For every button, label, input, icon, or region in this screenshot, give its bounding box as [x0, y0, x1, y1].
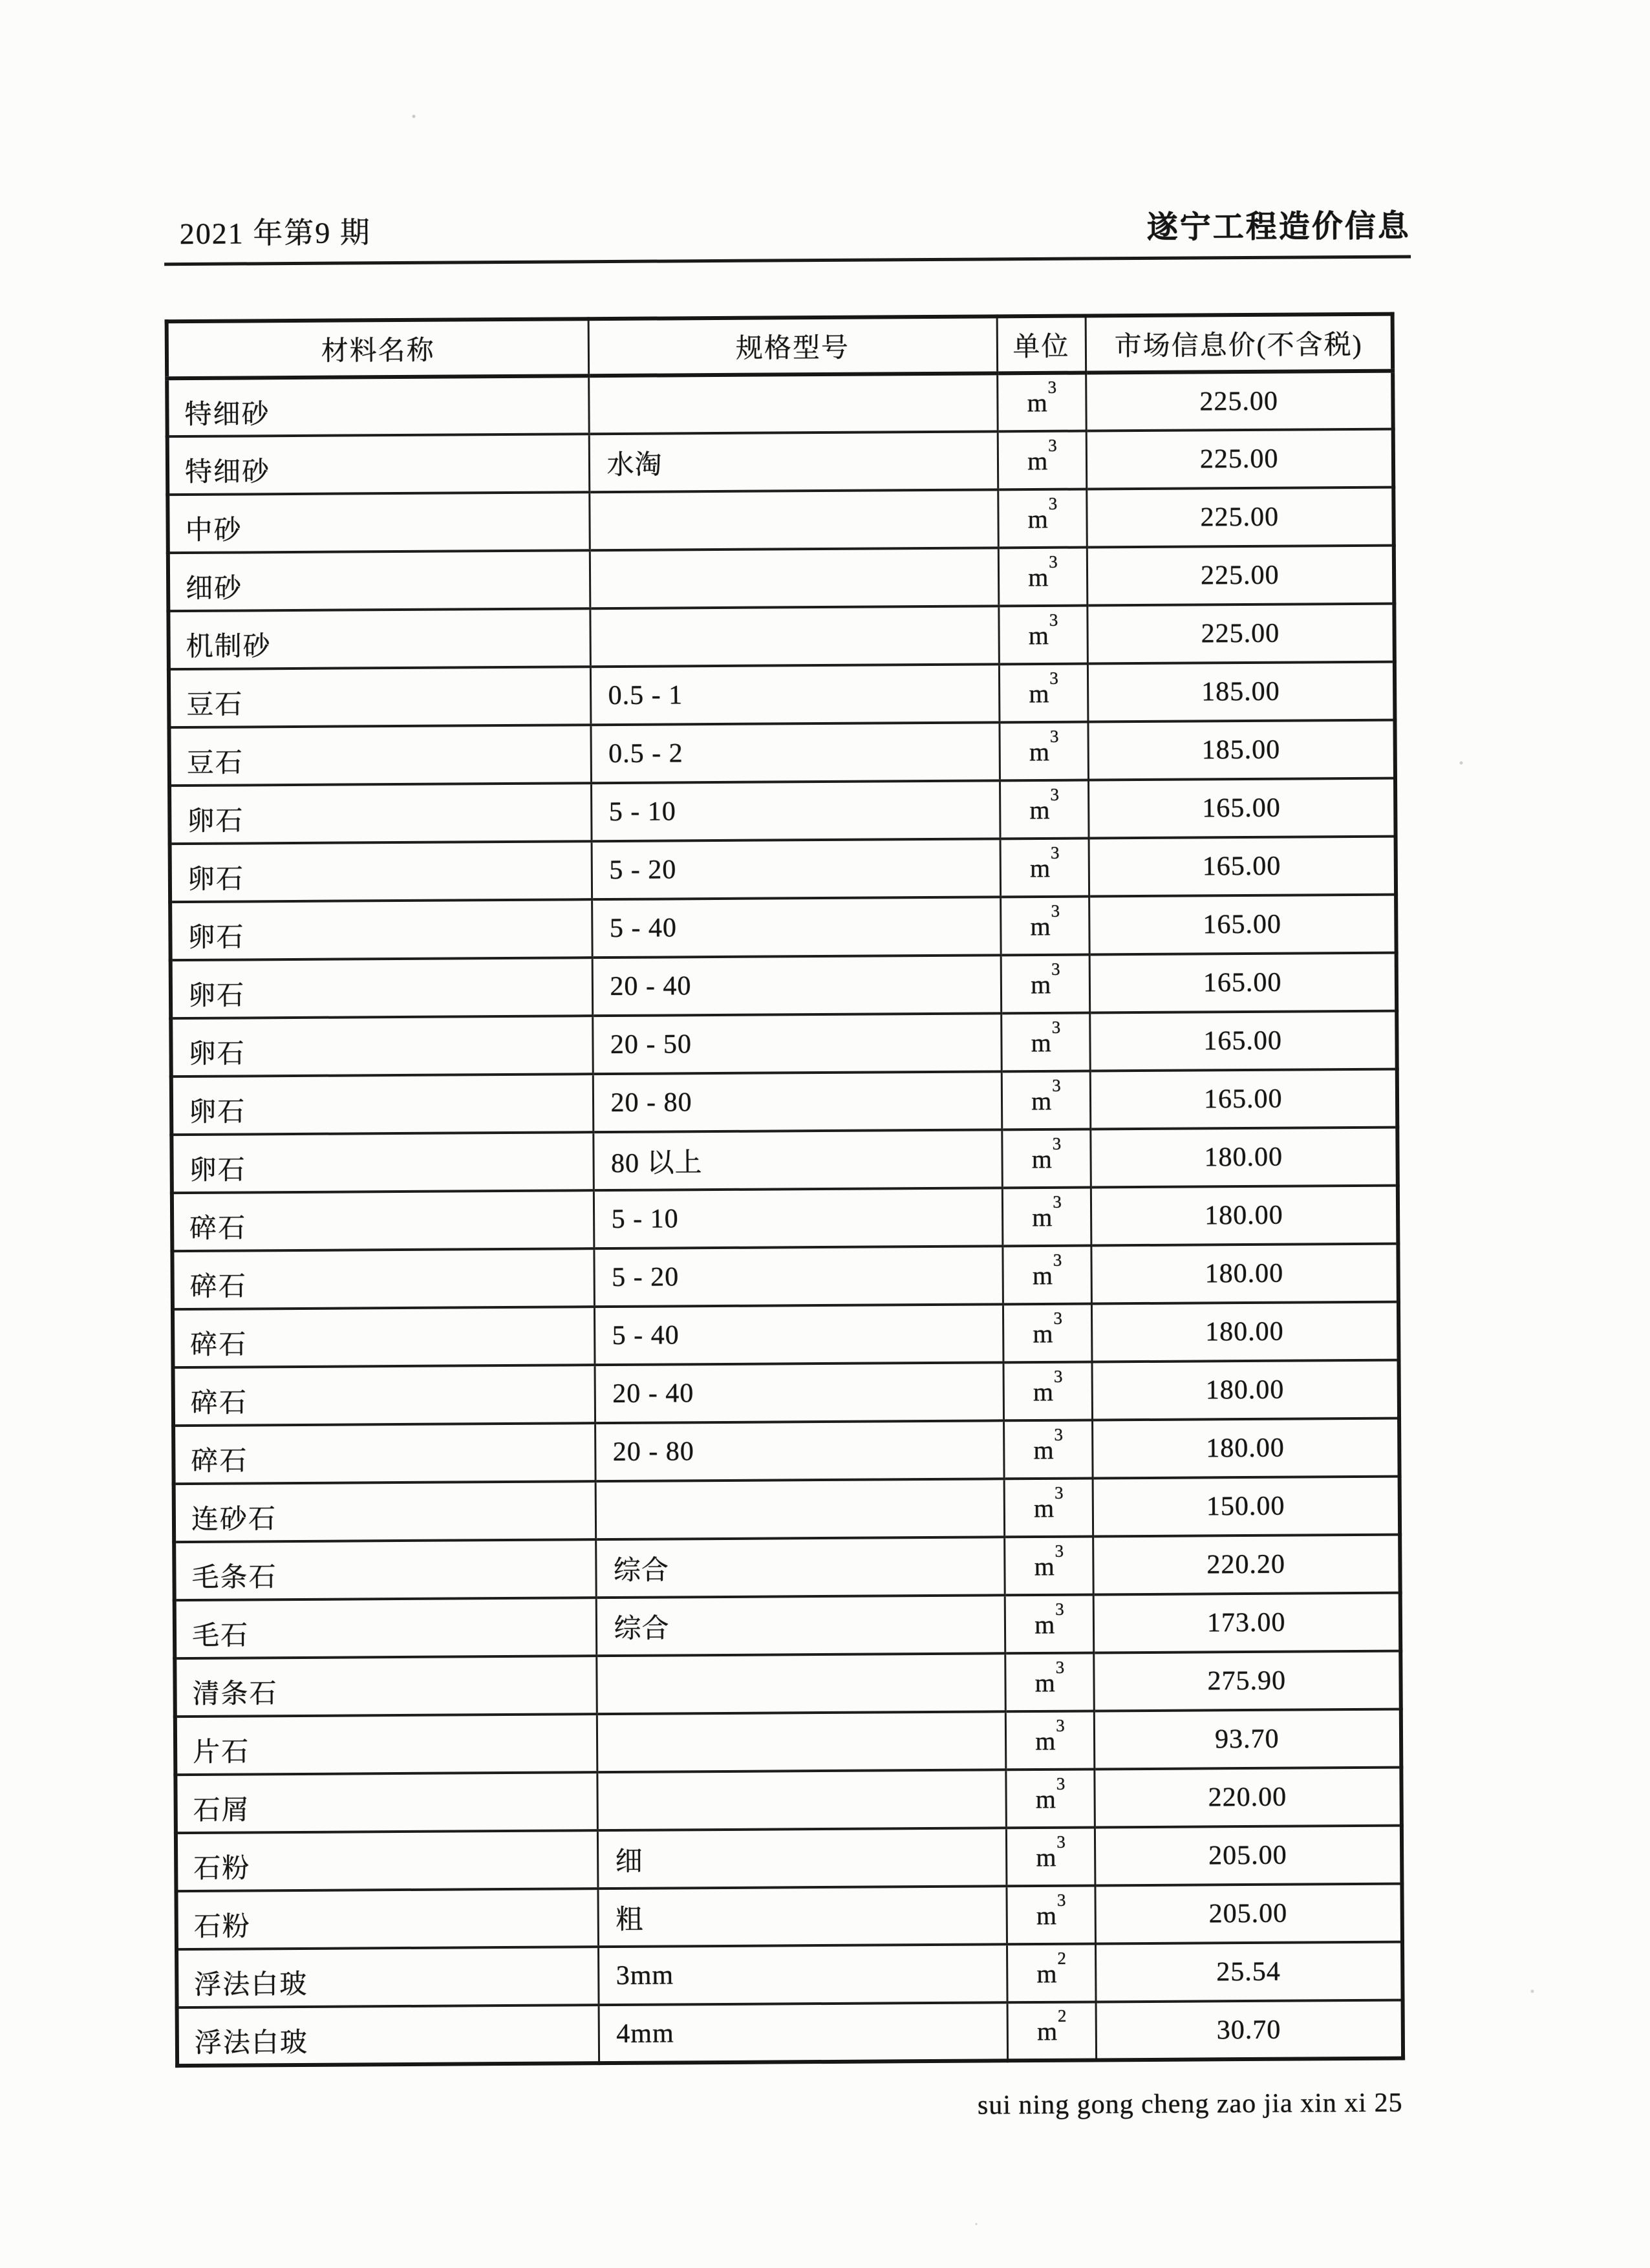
material-name-cell: 卵石 [171, 1074, 594, 1135]
table-row [167, 487, 1394, 553]
table-row [175, 1593, 1401, 1659]
unit-base: m [1030, 912, 1051, 941]
unit-cell [1000, 839, 1089, 897]
header-rule [164, 255, 1411, 266]
unit-exponent: 2 [1057, 2006, 1067, 2026]
col-header-market-price: 市场信息价(不含税) [1086, 314, 1393, 373]
unit-cell [1002, 1245, 1091, 1304]
unit-base: m [1028, 621, 1049, 650]
specification-cell [588, 373, 998, 434]
unit-cell [1006, 1827, 1095, 1886]
table-row [170, 837, 1397, 903]
table-row [176, 1884, 1402, 1950]
table-row [169, 778, 1396, 844]
unit-exponent: 3 [1056, 1832, 1066, 1852]
specification-cell: 20 - 40 [595, 1362, 1004, 1423]
table-row [172, 1244, 1398, 1310]
price-cell: 225.00 [1087, 546, 1395, 606]
page-header [180, 200, 1411, 253]
price-cell: 180.00 [1090, 1128, 1398, 1188]
table-row [173, 1418, 1400, 1484]
table-row [175, 1709, 1402, 1775]
specification-cell: 水淘 [589, 431, 998, 492]
table-row [177, 2000, 1404, 2066]
unit-cell [1001, 1012, 1090, 1071]
table-row [175, 1768, 1402, 1834]
unit-base: m [1035, 1784, 1056, 1814]
specification-cell: 5 - 40 [592, 897, 1001, 957]
unit-exponent: 3 [1052, 1133, 1062, 1153]
unit-base: m [1032, 1261, 1053, 1290]
specification-cell: 5 - 20 [594, 1246, 1003, 1307]
table-row [174, 1477, 1400, 1543]
unit-cell [998, 431, 1087, 490]
unit-base: m [1036, 2017, 1058, 2046]
material-name-cell: 特细砂 [167, 376, 589, 436]
col-header-specification: 规格型号 [588, 316, 998, 376]
material-name-cell: 豆石 [169, 667, 591, 727]
price-cell: 165.00 [1088, 778, 1396, 839]
specification-cell: 5 - 20 [592, 839, 1001, 899]
table-row [171, 1128, 1398, 1193]
unit-exponent: 3 [1049, 551, 1058, 572]
specification-cell: 80 以上 [593, 1129, 1002, 1190]
specification-cell: 细 [597, 1828, 1007, 1888]
unit-base: m [1036, 1958, 1057, 1989]
unit-exponent: 3 [1051, 1017, 1061, 1037]
unit-exponent: 3 [1047, 378, 1057, 398]
table-row [170, 895, 1397, 961]
unit-exponent: 3 [1052, 1075, 1061, 1095]
price-cell: 180.00 [1091, 1244, 1398, 1304]
price-cell: 30.70 [1096, 2000, 1404, 2060]
price-cell: 25.54 [1095, 1942, 1403, 2002]
unit-exponent: 3 [1056, 1715, 1065, 1735]
unit-exponent: 3 [1053, 1308, 1062, 1328]
price-cell: 180.00 [1092, 1418, 1400, 1479]
unit-base: m [1034, 1667, 1055, 1698]
specification-cell: 20 - 80 [593, 1071, 1002, 1132]
unit-cell [998, 548, 1088, 606]
unit-cell [1001, 954, 1090, 1013]
unit-cell [998, 606, 1088, 665]
unit-exponent: 3 [1048, 493, 1058, 513]
header-row [167, 314, 1393, 379]
material-name-cell: 中砂 [167, 492, 590, 553]
unit-cell [1005, 1594, 1094, 1653]
unit-cell [997, 373, 1086, 432]
price-cell: 165.00 [1089, 837, 1397, 897]
unit-cell [1004, 1478, 1093, 1537]
specification-cell [597, 1770, 1006, 1830]
unit-exponent: 3 [1053, 1366, 1063, 1386]
material-name-cell: 卵石 [170, 899, 592, 960]
unit-cell [1000, 897, 1089, 956]
unit-exponent: 3 [1056, 1773, 1066, 1793]
price-cell: 220.20 [1093, 1535, 1400, 1595]
price-cell: 173.00 [1093, 1593, 1401, 1653]
unit-cell [1002, 1187, 1091, 1246]
unit-exponent: 3 [1048, 435, 1057, 455]
unit-base: m [1027, 388, 1047, 418]
specification-cell [589, 489, 998, 550]
unit-base: m [1028, 562, 1049, 592]
specification-cell: 0.5 - 2 [590, 722, 1000, 783]
material-name-cell: 浮法白玻 [177, 1947, 599, 2007]
material-name-cell: 毛条石 [174, 1539, 596, 1600]
unit-cell [1002, 1129, 1091, 1188]
unit-base: m [1029, 853, 1051, 883]
table-row [167, 429, 1394, 495]
unit-cell [1005, 1769, 1095, 1828]
specification-cell [590, 606, 999, 667]
specification-cell: 0.5 - 1 [590, 664, 1000, 725]
unit-base: m [1033, 1435, 1054, 1465]
table-row [172, 1186, 1398, 1252]
material-price-table [165, 312, 1405, 2068]
specification-cell: 综合 [595, 1537, 1005, 1598]
price-cell: 225.00 [1086, 429, 1394, 489]
unit-base: m [1029, 795, 1050, 825]
table-body [167, 371, 1403, 2066]
table-row [168, 604, 1395, 670]
unit-cell [1005, 1711, 1095, 1770]
material-name-cell: 石粉 [176, 1830, 598, 1891]
unit-base: m [1027, 504, 1048, 534]
material-name-cell: 浮法白玻 [177, 2005, 599, 2066]
table-row [168, 546, 1395, 612]
unit-exponent: 3 [1053, 1250, 1062, 1270]
specification-cell [590, 548, 999, 608]
material-name-cell: 清条石 [175, 1656, 597, 1717]
unit-cell [1004, 1536, 1093, 1595]
material-name-cell: 毛石 [175, 1598, 597, 1658]
col-header-material-name: 材料名称 [167, 319, 589, 378]
unit-exponent: 3 [1053, 1192, 1062, 1212]
material-name-cell: 碎石 [172, 1248, 594, 1309]
unit-base: m [1031, 1144, 1053, 1174]
unit-base: m [1033, 1319, 1053, 1349]
material-name-cell: 卵石 [170, 841, 592, 902]
unit-base: m [1032, 1203, 1053, 1232]
material-name-cell: 卵石 [171, 1016, 593, 1076]
table-row [173, 1360, 1400, 1426]
publication-title: 遂宁工程造价信息 [1146, 209, 1411, 245]
material-name-cell: 特细砂 [167, 434, 590, 495]
unit-cell [1000, 780, 1089, 839]
specification-cell: 5 - 40 [594, 1304, 1003, 1365]
price-cell: 165.00 [1089, 895, 1397, 955]
price-cell: 225.00 [1087, 604, 1395, 664]
unit-base: m [1027, 446, 1048, 476]
price-cell: 165.00 [1089, 953, 1397, 1013]
table-row [173, 1302, 1399, 1368]
specification-cell: 5 - 10 [591, 780, 1000, 841]
unit-exponent: 3 [1051, 901, 1060, 921]
specification-cell: 4mm [599, 2002, 1008, 2063]
material-name-cell: 机制砂 [168, 608, 590, 669]
specification-cell: 20 - 80 [595, 1420, 1004, 1481]
unit-cell [1003, 1303, 1092, 1362]
unit-cell [1002, 1071, 1091, 1129]
unit-base: m [1030, 970, 1051, 1000]
specification-cell [596, 1653, 1005, 1714]
table-row [171, 1011, 1397, 1077]
specification-cell: 20 - 50 [592, 1013, 1002, 1074]
unit-base: m [1031, 1028, 1051, 1058]
unit-exponent: 3 [1050, 784, 1060, 804]
page-footer-pinyin-and-number: sui ning gong cheng zao jia xin xi 25 [977, 2088, 1403, 2121]
unit-base: m [1033, 1493, 1055, 1523]
unit-base: m [1035, 1726, 1056, 1756]
price-cell: 180.00 [1091, 1360, 1399, 1420]
price-cell: 93.70 [1094, 1709, 1402, 1770]
unit-exponent: 3 [1049, 668, 1058, 688]
price-cell: 165.00 [1089, 1011, 1397, 1071]
material-name-cell: 卵石 [169, 783, 592, 844]
table-row [167, 371, 1393, 437]
price-cell: 220.00 [1094, 1768, 1402, 1828]
unit-exponent: 3 [1054, 1424, 1064, 1444]
specification-cell: 3mm [598, 1944, 1007, 2005]
material-name-cell: 卵石 [171, 957, 593, 1018]
table-row [169, 720, 1395, 786]
price-cell: 150.00 [1093, 1477, 1400, 1537]
material-name-cell: 碎石 [173, 1423, 595, 1484]
unit-exponent: 3 [1049, 726, 1059, 746]
price-cell: 275.90 [1093, 1651, 1401, 1711]
unit-exponent: 3 [1055, 1657, 1065, 1677]
table-row [177, 1942, 1403, 2008]
unit-base: m [1029, 737, 1050, 767]
unit-cell [999, 664, 1088, 723]
material-name-cell: 石屑 [175, 1772, 597, 1833]
material-name-cell: 豆石 [169, 725, 591, 786]
material-name-cell: 碎石 [173, 1365, 595, 1426]
price-cell: 185.00 [1088, 662, 1395, 722]
material-name-cell: 石粉 [176, 1888, 598, 1949]
table-header [167, 314, 1393, 379]
table-row [175, 1651, 1401, 1717]
unit-cell [1006, 1885, 1095, 1944]
material-name-cell: 细砂 [168, 550, 590, 611]
unit-exponent: 3 [1049, 610, 1058, 630]
price-cell: 180.00 [1091, 1186, 1398, 1246]
unit-base: m [1036, 1842, 1056, 1872]
unit-base: m [1036, 1900, 1057, 1931]
col-header-unit: 单位 [997, 316, 1086, 374]
price-cell: 225.00 [1086, 371, 1393, 431]
price-cell: 180.00 [1091, 1302, 1399, 1362]
unit-cell [998, 489, 1087, 548]
material-name-cell: 片石 [175, 1714, 597, 1775]
price-cell: 165.00 [1090, 1069, 1398, 1129]
specification-cell [595, 1479, 1005, 1539]
issue-label: 2021 年第9 期 [179, 216, 371, 251]
unit-cell [1003, 1420, 1093, 1479]
unit-cell [1005, 1653, 1094, 1711]
unit-cell [999, 722, 1088, 781]
unit-base: m [1034, 1552, 1055, 1581]
unit-cell [1007, 2002, 1097, 2060]
price-cell: 185.00 [1088, 720, 1395, 780]
table-row [171, 953, 1397, 1019]
unit-cell [1007, 1943, 1096, 2002]
unit-exponent: 3 [1051, 959, 1060, 979]
table-row [176, 1826, 1402, 1892]
table-row [174, 1535, 1400, 1601]
table-row [169, 662, 1395, 728]
unit-exponent: 3 [1055, 1541, 1064, 1561]
specification-cell: 粗 [597, 1886, 1007, 1947]
specification-cell: 综合 [596, 1595, 1005, 1656]
material-name-cell: 碎石 [172, 1190, 594, 1251]
specification-cell [597, 1711, 1006, 1772]
unit-exponent: 3 [1055, 1599, 1064, 1619]
unit-base: m [1031, 1086, 1052, 1116]
price-cell: 205.00 [1095, 1826, 1402, 1886]
material-name-cell: 碎石 [173, 1307, 595, 1367]
unit-cell [1003, 1362, 1092, 1420]
unit-base: m [1029, 679, 1049, 709]
price-cell: 225.00 [1086, 487, 1394, 548]
specification-cell: 5 - 10 [594, 1188, 1003, 1248]
unit-base: m [1034, 1610, 1055, 1640]
unit-exponent: 3 [1054, 1482, 1064, 1503]
specification-cell: 20 - 40 [592, 955, 1002, 1016]
material-name-cell: 卵石 [171, 1132, 594, 1193]
table-row [171, 1069, 1398, 1135]
unit-base: m [1033, 1377, 1054, 1407]
material-name-cell: 连砂石 [174, 1481, 596, 1542]
unit-exponent: 3 [1056, 1890, 1066, 1910]
unit-exponent: 3 [1050, 842, 1060, 862]
unit-exponent: 2 [1057, 1948, 1067, 1968]
price-cell: 205.00 [1095, 1884, 1402, 1944]
